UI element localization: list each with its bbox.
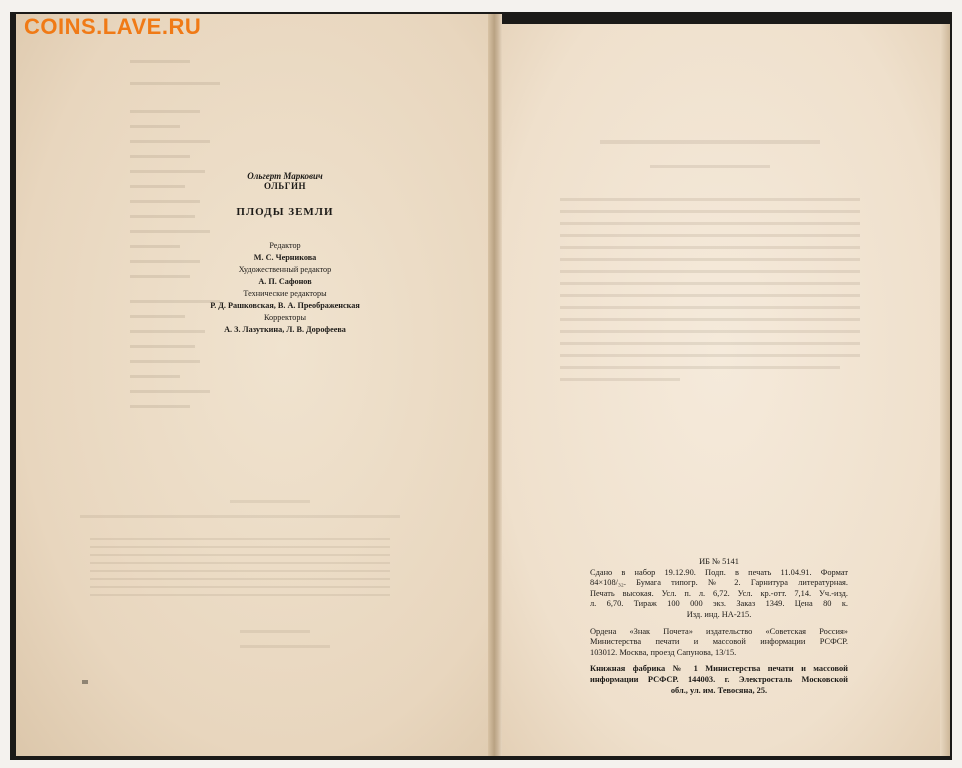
- imprint-block: [590, 557, 848, 696]
- credit-person: М. С. Черникова: [253, 253, 317, 262]
- publisher-line: 103012. Москва, проезд Сапунова, 13/15.: [590, 647, 737, 657]
- colophon-credits: [170, 170, 400, 336]
- credit-role: Редактор: [269, 241, 301, 250]
- print-line: Печать высокая. Усл. п. л. 6,72. Усл. кр.-отт. 7,14. Уч.-изд.: [590, 588, 848, 598]
- credit-role: Технические редакторы: [243, 289, 327, 298]
- ib-number: ИБ № 5141: [699, 557, 739, 566]
- watermark: COINS.LAVE.RU: [24, 14, 202, 39]
- print-line: Изд. инд. НА-215.: [686, 609, 752, 619]
- credit-person: А. З. Лазуткина, Л. В. Дорофеева: [224, 325, 346, 334]
- publisher-line: Ордена «Знак Почета» издательство «Советская Россия»: [590, 626, 848, 636]
- credit-person: А. П. Сафонов: [258, 277, 312, 286]
- book-gutter: [488, 14, 502, 756]
- print-line: 84×108/₃₂. Бумага типогр. № 2. Гарнитура литературная.: [590, 578, 848, 588]
- credit-role: Художественный редактор: [238, 265, 332, 274]
- page-speck: [82, 680, 88, 684]
- factory-line: обл., ул. им. Тевосяна, 25.: [670, 685, 768, 695]
- publisher-info: [590, 627, 848, 659]
- print-line: Сдано в набор 19.12.90. Подп. в печать 11.04.91. Формат: [590, 567, 848, 577]
- author-first-names: Ольгерт Маркович: [247, 171, 323, 181]
- credit-role: Корректоры: [264, 313, 306, 322]
- author-surname: ОЛЬГИН: [264, 181, 306, 191]
- print-line: л. 6,70. Тираж 100 000 экз. Заказ 1349. Цена 80 к.: [590, 599, 848, 609]
- credit-person: Р. Д. Рашковская, В. А. Преображенская: [210, 301, 360, 310]
- factory-line: информации РСФСР. 144003. г. Электросталь Московской: [590, 674, 848, 684]
- factory-info: [590, 664, 848, 696]
- book-title: ПЛОДЫ ЗЕМЛИ: [236, 206, 334, 218]
- show-through-text-left-bottom: [80, 500, 440, 660]
- show-through-text-right: [560, 140, 900, 390]
- right-page-edge: [940, 24, 950, 756]
- publisher-line: Министерства печати и массовой информации РСФСР.: [590, 637, 848, 647]
- factory-line: Книжная фабрика № 1 Министерства печати и массовой: [590, 664, 848, 674]
